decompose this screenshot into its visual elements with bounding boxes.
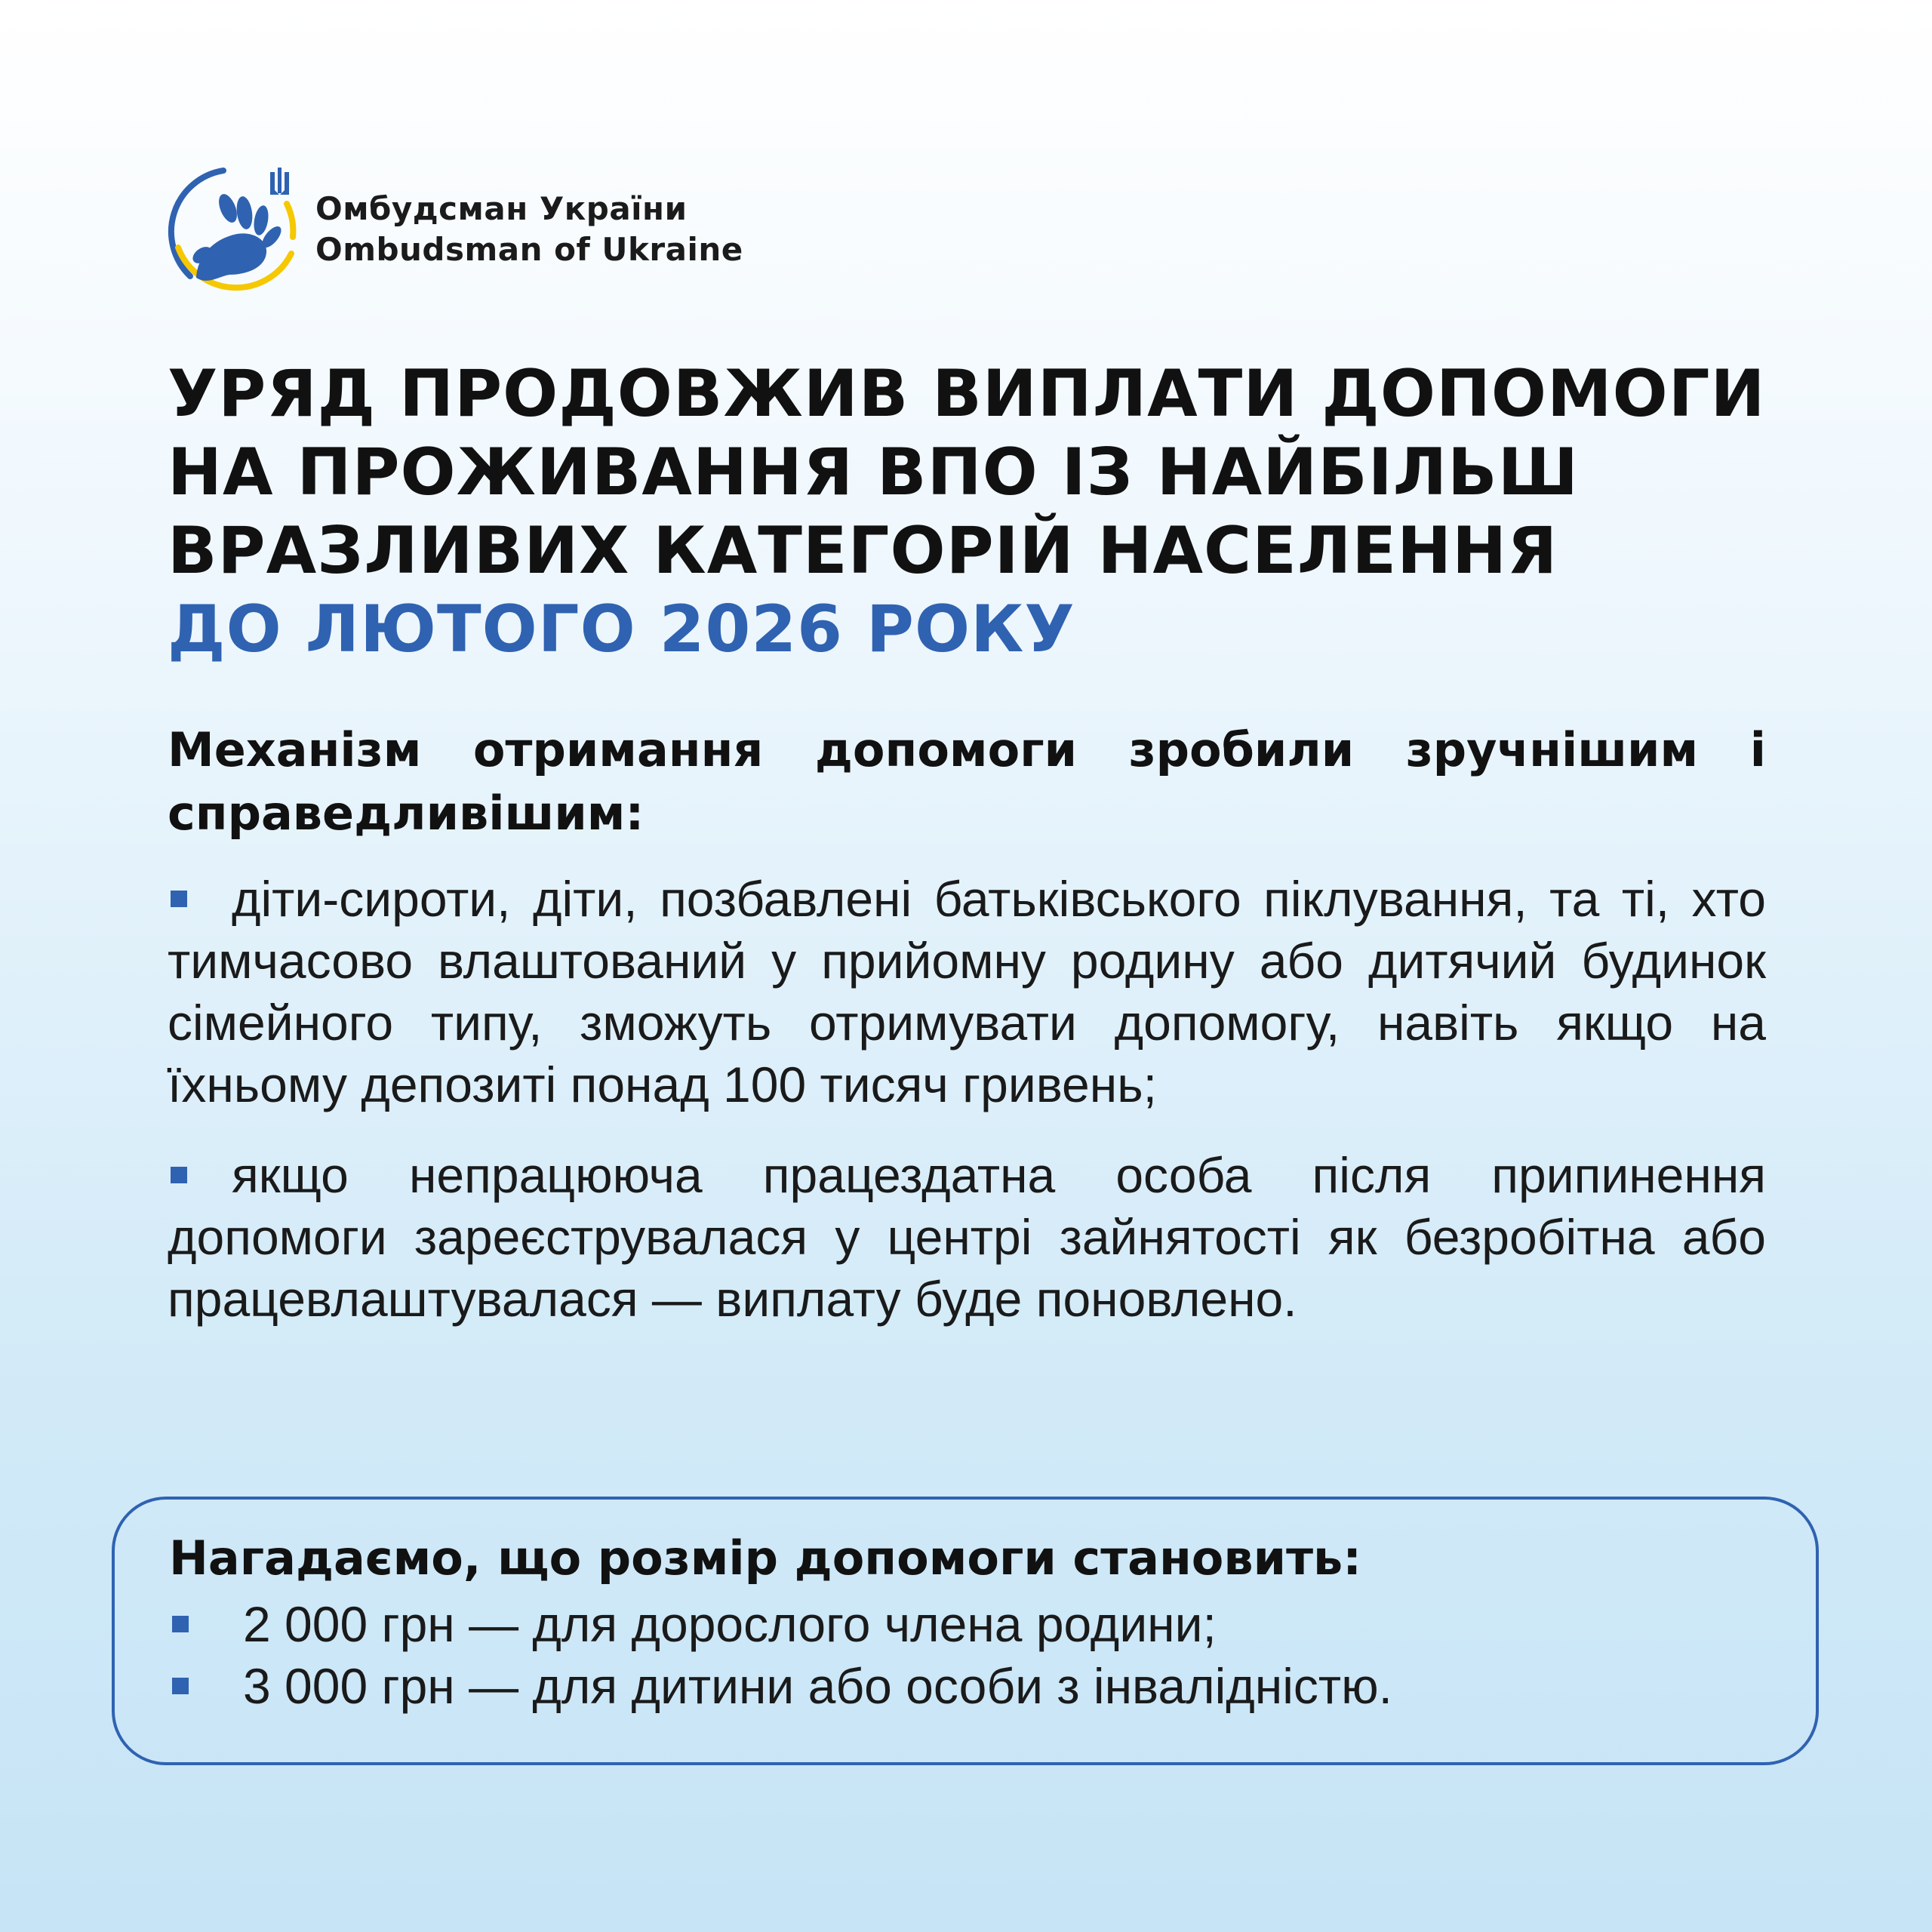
list-item-text: якщо непрацююча працездатна особа після припинення допомоги зареєструвалася у центрі зайнятості як безробітна або працевлаштувалася — виплату буде поновлено.: [168, 1147, 1766, 1327]
headline-line-3: ВРАЗЛИВИХ КАТЕГОРІЙ НАСЕЛЕННЯ: [168, 513, 1558, 589]
reminder-title: Нагадаємо, що розмір допомоги становить:: [169, 1531, 1362, 1586]
list-item: [168, 1144, 1766, 1330]
list-item: [169, 1593, 1392, 1655]
headline-accent-line: ДО ЛЮТОГО 2026 РОКУ: [168, 592, 1075, 667]
org-name-english: Ombudsman of Ukraine: [315, 231, 743, 268]
list-item: [168, 868, 1766, 1115]
reminder-list: [169, 1593, 1392, 1717]
mechanism-intro: Механізм отримання допомоги зробили зручнішим і справедливішим:: [168, 722, 1766, 841]
list-item: [169, 1655, 1392, 1717]
headline-line-1: УРЯД ПРОДОВЖИВ ВИПЛАТИ ДОПОМОГИ: [168, 356, 1766, 432]
list-item-text: діти-сироти, діти, позбавлені батьківського піклування, та ті, хто тимчасово влаштований у прийомну родину або дитячий будинок сімейного типу, зможуть отримувати допомогу, навіть якщо на їхньому депозиті понад 100 тисяч гривень;: [168, 871, 1766, 1112]
bullet-square-icon: [171, 1167, 187, 1183]
bullet-square-icon: [171, 891, 187, 907]
list-item-text: 3 000 грн — для дитини або особи з інвалідністю.: [243, 1658, 1392, 1714]
bullet-square-icon: [172, 1616, 189, 1632]
bullet-square-icon: [172, 1678, 189, 1694]
org-name-block: [315, 189, 743, 270]
mechanism-list: [168, 868, 1766, 1358]
headline-line-2: НА ПРОЖИВАННЯ ВПО ІЗ НАЙБІЛЬШ: [168, 435, 1579, 510]
headline: [168, 355, 1790, 669]
reminder-box: [112, 1497, 1819, 1765]
ombudsman-logo-icon: [165, 165, 300, 300]
org-name-ukrainian: Омбудсман України: [315, 190, 688, 227]
list-item-text: 2 000 грн — для дорослого члена родини;: [243, 1596, 1217, 1652]
